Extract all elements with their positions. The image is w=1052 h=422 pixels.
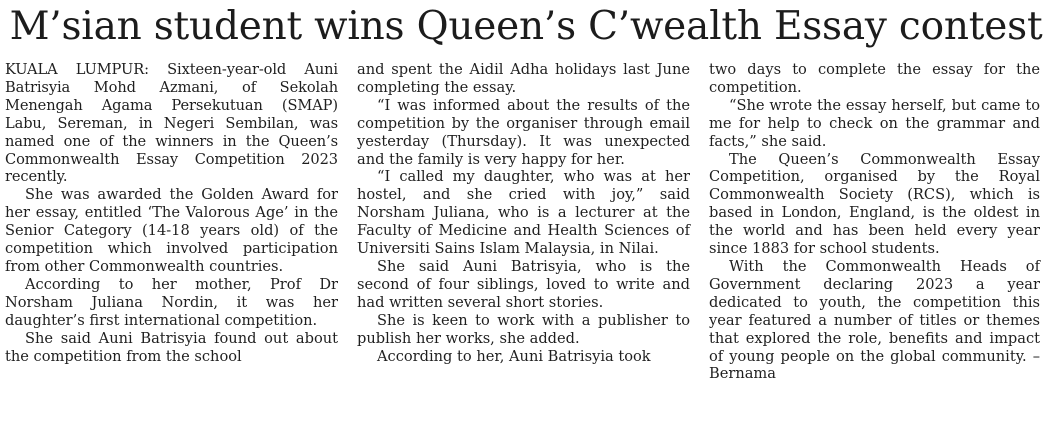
paragraph: She said Auni Batrisyia, who is the second of four siblings, loved to write and had written several short stories. [357, 257, 690, 311]
paragraph: “She wrote the essay herself, but came to me for help to check on the grammar and facts,” she said. [709, 96, 1040, 150]
paragraph: and spent the Aidil Adha holidays last June completing the essay. [357, 61, 690, 96]
paragraph: “I called my daughter, who was at her hostel, and she cried with joy,” said Norsham Juliana, who is a lecturer at the Faculty of Medicine and Health Sciences of Universiti Sains Islam Malaysia, in Nilai. [357, 168, 690, 258]
paragraph: With the Commonwealth Heads of Government declaring 2023 a year dedicated to youth, the competition this year featured a number of titles or themes that explored the role, benefits and impact of young people on the global community. – Bernama [709, 257, 1040, 383]
paragraph: She said Auni Batrisyia found out about the competition from the school [5, 329, 338, 365]
paragraph: The Queen’s Commonwealth Essay Competition, organised by the Royal Commonwealth Society (RCS), which is based in London, England, is the oldest in the world and has been held every year since 1883 for school students. [709, 150, 1040, 258]
paragraph: She was awarded the Golden Award for her essay, entitled ‘The Valorous Age’ in the Senior Category (14-18 years old) of the competition which involved participation from other Commonwealth countries. [5, 186, 338, 275]
article-column-1 [5, 61, 338, 365]
headline: M’sian student wins Queen’s C’wealth Essay contest [9, 4, 1043, 49]
paragraph: According to her, Auni Batrisyia took [377, 347, 651, 365]
article-column-2 [357, 61, 690, 365]
article-column-3 [709, 61, 1040, 383]
paragraph: According to her mother, Prof Dr Norsham Juliana Nordin, it was her daughter’s first international competition. [5, 275, 338, 329]
paragraph: “I was informed about the results of the competition by the organiser through email yesterday (Thursday). It was unexpected and the family is very happy for her. [357, 96, 690, 168]
paragraph: two days to complete the essay for the competition. [709, 61, 1040, 96]
paragraph: She is keen to work with a publisher to publish her works, she added. [357, 311, 690, 347]
paragraph: KUALA LUMPUR: Sixteen-year-old Auni Batrisyia Mohd Azmani, of Sekolah Menengah Agama Persekutuan (SMAP) Labu, Sereman, in Negeri Sembilan, was named one of the winners in the Queen’s Commonwealth Essay Competition 2023 recently. [5, 61, 338, 186]
